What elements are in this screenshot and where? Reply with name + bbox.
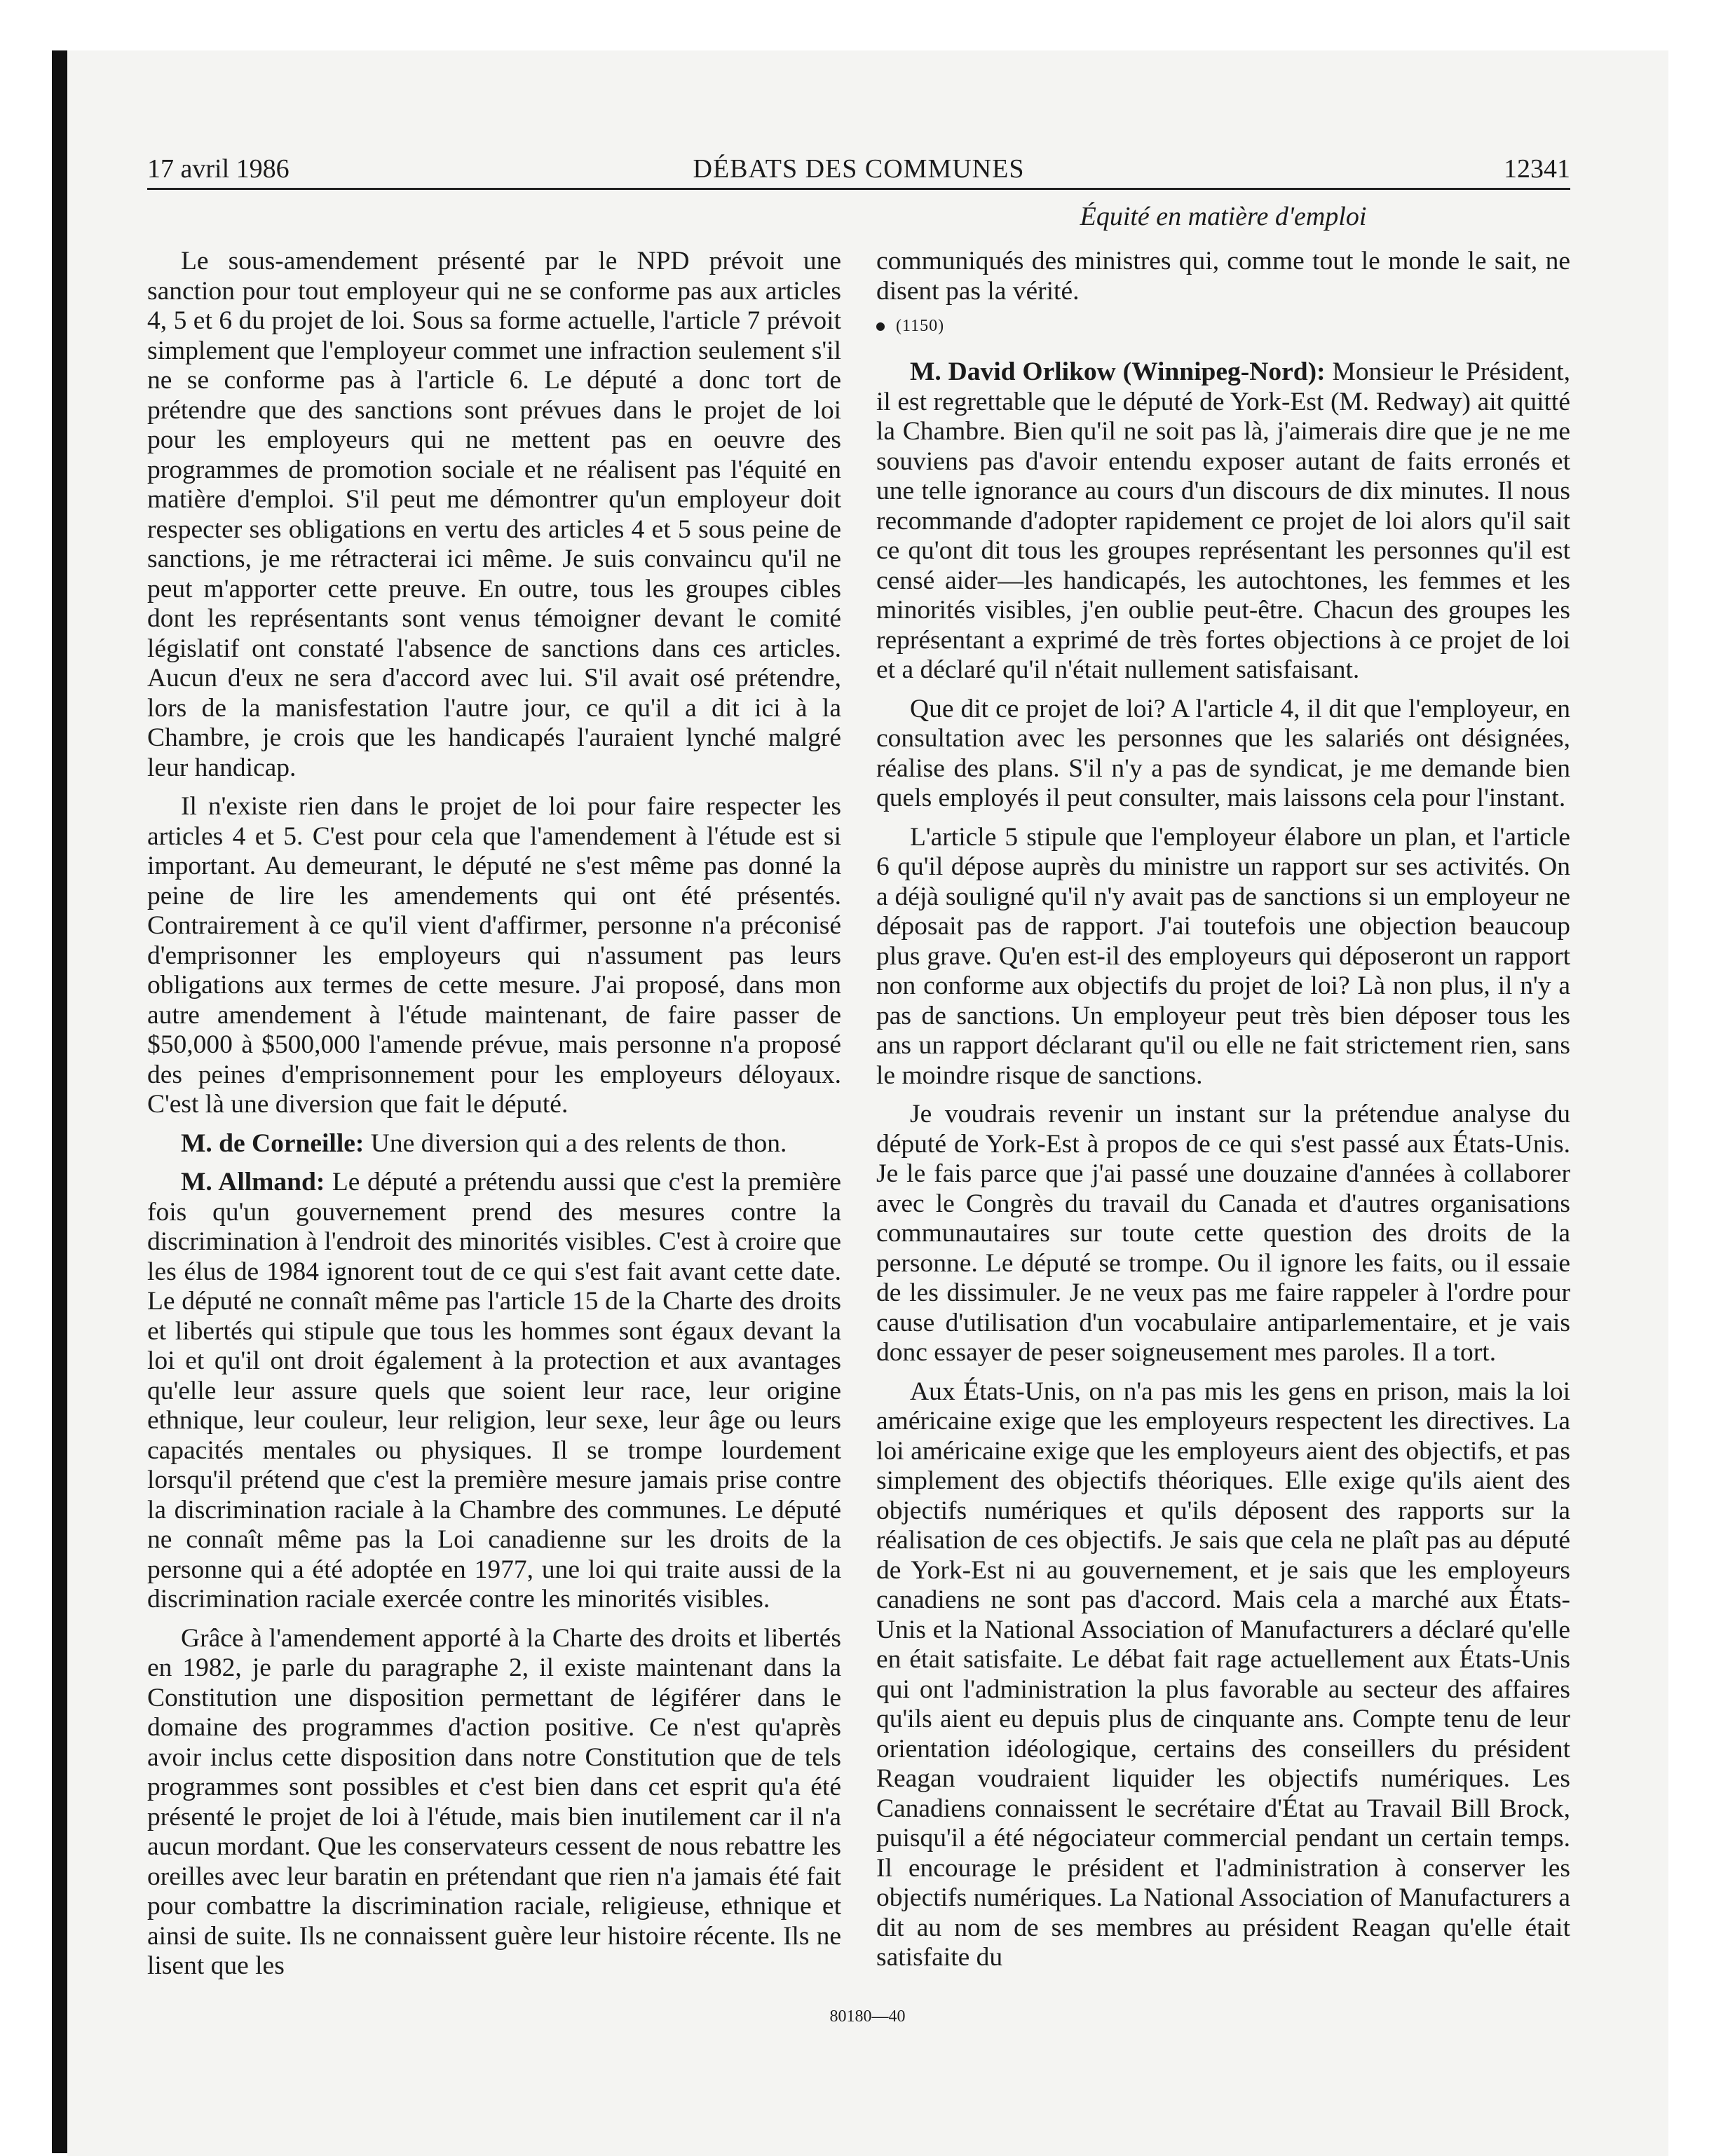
speech <box>147 1129 841 1159</box>
paragraph: L'article 5 stipule que l'employeur élabore un plan, et l'article 6 qu'il dépose auprès du ministre un rapport sur ses activités. On a déjà souligné qu'il n'y avait pas de sanctions si un employeur ne déposait pas de rapport. J'ai toutefois une objection beaucoup plus grave. Qu'en est-il des employeurs qui déposeront un rapport non conforme aux objectifs du projet de loi? Là non plus, il n'y a pas de sanctions. Un employeur peut très bien déposer tous les ans un rapport déclarant qu'il ou elle ne fait strictement rien, sans le moindre risque de sanctions. <box>876 822 1570 1090</box>
section-subheader: Équité en matière d'emploi <box>1080 202 1367 231</box>
speaker-name: M. Allmand: <box>181 1168 325 1196</box>
header-title: DÉBATS DES COMMUNES <box>693 154 1025 184</box>
paragraph: Aux États-Unis, on n'a pas mis les gens en prison, mais la loi américaine exige que les employeurs respectent les directives. La loi américaine exige que les employeurs aient des objectifs, et pas simplement des objectifs théoriques. Elle exige qu'ils aient des objectifs numériques et qu'ils déposent des rapports sur la réalisation de ces objectifs. Je sais que cela ne plaît pas au député de York-Est ni au gouvernement, et je sais que les employeurs canadiens ne sont pas d'accord. Mais cela a marché aux États-Unis et la National Association of Manufacturers a déclaré qu'elle en était satisfaite. Le débat fait rage actuellement aux États-Unis qui ont l'administration la plus favorable au secteur des affaires qu'ils aient eu depuis plus de cinquante ans. Compte tenu de leur orientation idéologique, certains des conseillers du président Reagan voudraient liquider les objectifs numériques. Les Canadiens connaissent le secrétaire d'État au Travail Bill Brock, puisqu'il a été négociateur commercial pendant un certain temps. Il encourage le président et l'administration à conserver les objectifs numériques. La National Association of Manufacturers a dit au nom de ses membres au président Reagan qu'elle était satisfaite du <box>876 1377 1570 1972</box>
speech-text: Une diversion qui a des relents de thon. <box>370 1128 787 1158</box>
paragraph: Je voudrais revenir un instant sur la prétendue analyse du député de York-Est à propos de ce qui s'est passé aux États-Unis. Je le fais parce que j'ai passé une douzaine d'années à collaborer avec le Congrès du travail du Canada et d'autres organisations communautaires sur toute cette question des droits de la personne. Le député se trompe. Ou il ignore les faits, ou il essaie de les dissimuler. Je ne veux pas me faire rappeler à l'ordre pour cause d'utilisation d'un vocabulaire antiparlementaire, et je vais donc essayer de peser soigneusement mes paroles. Il a tort. <box>876 1100 1570 1367</box>
speech-text: Le député a prétendu aussi que c'est la première fois qu'un gouvernement prend des mesures contre la discrimination à l'endroit des minorités visibles. C'est à croire que les élus de 1984 ignorent tout de ce qui s'est fait avant cette date. Le député ne connaît même pas l'article 15 de la Charte des droits et libertés qui stipule que tous les hommes sont égaux devant la loi et qu'il ont droit également à la protection et aux avantages qu'elle leur assure quels que soient leur race, leur origine ethnique, leur couleur, leur religion, leur sexe, leur âge ou leurs capacités mentales ou physiques. Il se trompe lourdement lorsqu'il prétend que c'est la première mesure jamais prise contre la discrimination raciale à la Chambre des communes. Le député ne connaît même pas la Loi canadienne sur les droits de la personne qui a été adoptée en 1977, une loi qui traite aussi de la discrimination raciale exercée contre les minorités visibles. <box>147 1168 842 1613</box>
timestamp <box>876 315 1570 336</box>
paragraph-continued: communiqués des ministres qui, comme tout le monde le sait, ne disent pas la vérité. <box>876 247 1570 306</box>
paragraph: Grâce à l'amendement apporté à la Charte des droits et libertés en 1982, je parle du paragraphe 2, il existe maintenant dans la Constitution une disposition permettant de légiférer dans le domaine des programmes d'action positive. Ce n'est qu'après avoir inclus cette disposition dans notre Constitution que de tels programmes sont possibles et c'est bien dans cet esprit qu'a été présenté le projet de loi à l'étude, mais bien inutilement car il n'a aucun mordant. Que les conservateurs cessent de nous rebattre les oreilles avec leur baratin en prétendant que rien n'a jamais été fait pour combattre la discrimination raciale, religieuse, ethnique et ainsi de suite. Ils ne connaissent guère leur histoire récente. Ils ne lisent que les <box>147 1623 841 1980</box>
paragraph: Que dit ce projet de loi? A l'article 4, il dit que l'employeur, en consultation avec les personnes que les salariés ont désignées, réalise des plans. S'il n'y a pas de syndicat, je me demande bien quels employés il peut consulter, mais laissons cela pour l'instant. <box>876 694 1570 812</box>
bullet-icon <box>876 322 885 331</box>
left-column <box>147 247 841 1991</box>
speaker-name: M. David Orlikow (Winnipeg-Nord): <box>910 357 1326 386</box>
page-header <box>147 153 1570 185</box>
speech <box>147 1168 841 1615</box>
scan-edge <box>52 50 67 2153</box>
page-footer: 80180—40 <box>829 2007 906 2026</box>
paragraph: Il n'existe rien dans le projet de loi pour faire respecter les articles 4 et 5. C'est pour cela que l'amendement à l'étude est si important. Au demeurant, le député ne s'est même pas donné la peine de lire les amendements qui ont été présentés. Contrairement à ce qu'il vient d'affirmer, personne n'a préconisé d'emprisonner les employeurs qui n'assument pas leurs obligations aux termes de cette mesure. J'ai proposé, dans mon autre amendement à l'étude maintenant, de faire passer de $50,000 à $500,000 l'amende prévue, mais personne n'a proposé des peines d'emprisonnement pour les employeurs déloyaux. C'est là une diversion que fait le député. <box>147 792 841 1119</box>
timestamp-text: (1150) <box>896 317 945 335</box>
speaker-name: M. de Corneille: <box>181 1128 365 1158</box>
header-date: 17 avril 1986 <box>147 154 290 184</box>
speech <box>876 357 1570 685</box>
speech-text: Monsieur le Président, il est regrettable que le député de York-Est (M. Redway) ait quitté la Chambre. Bien qu'il ne soit pas là, j'aimerais dire que je ne me souviens pas d'avoir entendu exposer autant de faits erronés et une telle ignorance au cours d'un discours de dix minutes. Il nous recommande d'adopter rapidement ce projet de loi alors qu'il sait ce qu'ont dit tous les groupes représentant les personnes qu'il est censé aider—les handicapés, les autochtones, les femmes et les minorités visibles, j'en oublie peut-être. Chacun des groupes les représentant a exprimé de très fortes objections à ce projet de loi et a déclaré qu'il n'était nullement satisfaisant. <box>876 357 1570 684</box>
paragraph: Le sous-amendement présenté par le NPD prévoit une sanction pour tout employeur qui ne se conforme pas aux articles 4, 5 et 6 du projet de loi. Sous sa forme actuelle, l'article 7 prévoit simplement que l'employeur commet une infraction seulement s'il ne se conforme pas à l'article 6. Le député a donc tort de prétendre que des sanctions sont prévues dans le projet de loi pour les employeurs qui ne mettent pas en oeuvre des programmes de promotion sociale et ne réalisent pas l'équité en matière d'emploi. S'il peut me démontrer qu'un employeur doit respecter ses obligations en vertu des articles 4 et 5 sous peine de sanctions, je me rétracterai ici même. Je suis convaincu qu'il ne peut m'apporter cette preuve. En outre, tous les groupes cibles dont les représentants sont venus témoigner devant le comité législatif ont constaté l'absence de sanctions dans ces articles. Aucun d'eux ne sera d'accord avec lui. S'il avait osé prétendre, lors de la manisfestation l'autre jour, ce qu'il a dit ici à la Chambre, je crois que les handicapés l'auraient lynché malgré leur handicap. <box>147 247 841 782</box>
header-rule <box>147 188 1570 190</box>
right-column <box>876 247 1570 1982</box>
header-page-number: 12341 <box>1504 154 1570 184</box>
